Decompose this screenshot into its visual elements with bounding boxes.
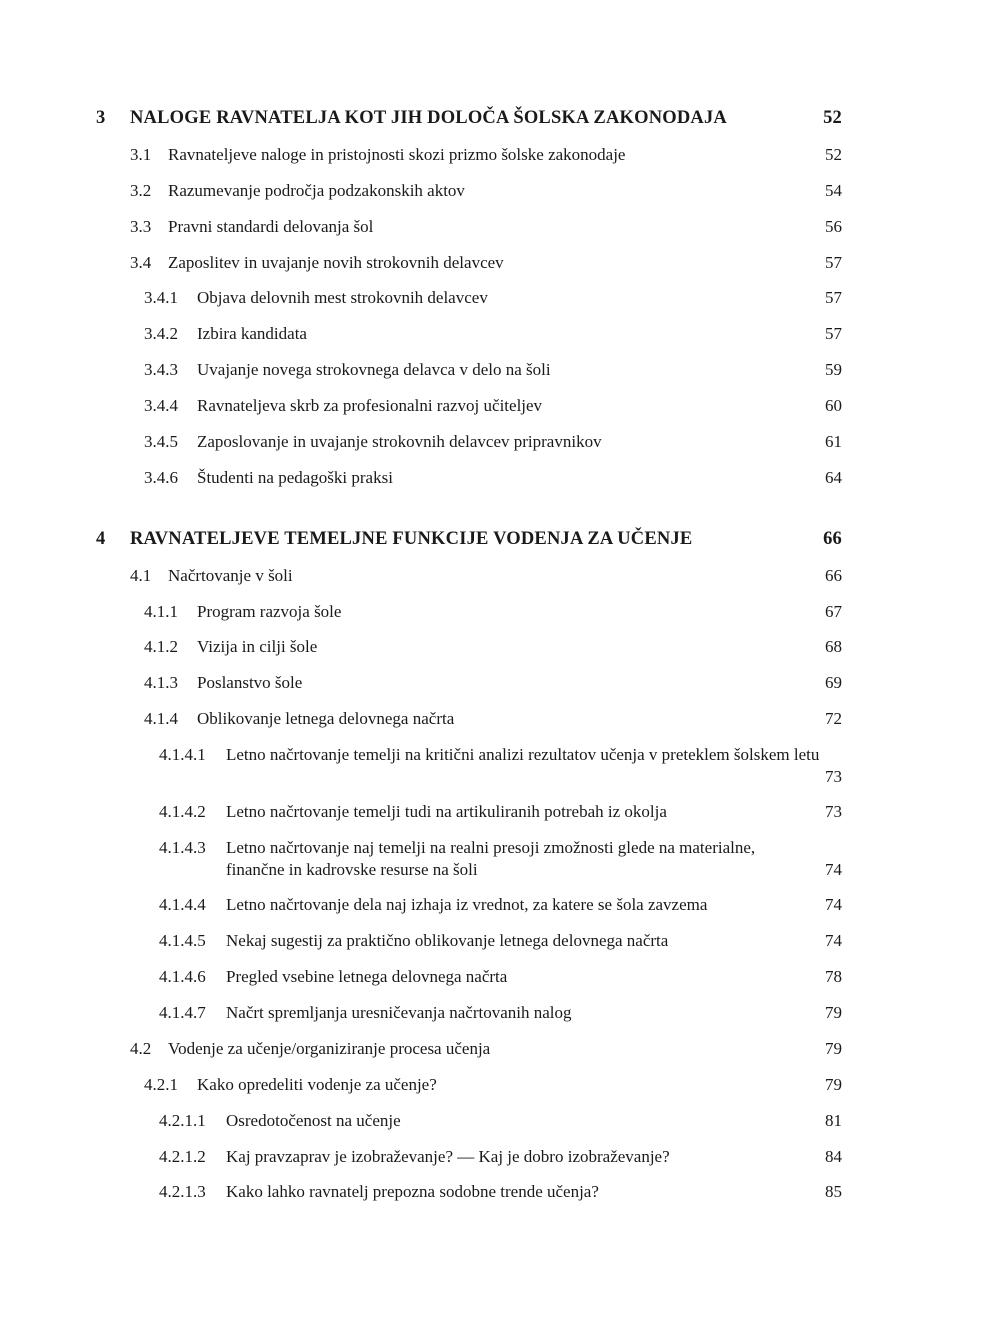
toc-number: 4.2.1.2 [159, 1147, 206, 1166]
toc-number: 3.4.6 [144, 468, 178, 487]
toc-page-number: 73 [825, 767, 842, 786]
toc-number: 3.4 [130, 253, 152, 272]
toc-number: 3.4.5 [144, 432, 178, 451]
toc-title: Pregled vsebine letnega delovnega načrta [226, 967, 508, 986]
toc-number: 3.1 [130, 145, 152, 164]
toc-page-number: 54 [825, 181, 842, 200]
toc-number: 4.1.4.6 [159, 967, 206, 986]
toc-page-number: 64 [825, 468, 842, 487]
toc-title: Načrt spremljanja uresničevanja načrtovanih nalog [226, 1003, 572, 1022]
toc-number: 3.3 [130, 217, 152, 236]
toc-number: 4.1.4.2 [159, 802, 206, 821]
toc-title: Zaposlovanje in uvajanje strokovnih delavcev pripravnikov [197, 432, 602, 451]
toc-page-number: 56 [825, 217, 842, 236]
toc-title: Nekaj sugestij za praktično oblikovanje letnega delovnega načrta [226, 931, 669, 950]
toc-title: Oblikovanje letnega delovnega načrta [197, 709, 455, 728]
toc-number: 3.2 [130, 181, 152, 200]
toc-title: Ravnateljeva skrb za profesionalni razvoj učiteljev [197, 396, 543, 415]
toc-page-number: 79 [825, 1075, 842, 1094]
toc-title: Študenti na pedagoški praksi [197, 468, 393, 487]
toc-page-number: 81 [825, 1111, 842, 1130]
toc-page-number: 59 [825, 360, 842, 379]
toc-number: 3.4.2 [144, 324, 178, 343]
toc-number: 4.1.2 [144, 637, 178, 656]
toc-page-number: 74 [825, 931, 842, 950]
toc-number: 3.4.1 [144, 288, 178, 307]
toc-title: Ravnateljeve naloge in pristojnosti skozi prizmo šolske zakonodaje [168, 145, 626, 164]
toc-number: 4.1.4.4 [159, 895, 206, 914]
toc-title: Objava delovnih mest strokovnih delavcev [197, 288, 488, 307]
toc-title: Program razvoja šole [197, 602, 342, 621]
toc-page-number: 66 [825, 566, 842, 585]
toc-title: Vizija in cilji šole [197, 637, 318, 656]
toc-number: 4.1.1 [144, 602, 178, 621]
toc-page-number: 84 [825, 1147, 842, 1166]
toc-title: Pravni standardi delovanja šol [168, 217, 374, 236]
toc-title: Načrtovanje v šoli [168, 566, 293, 585]
toc-page-number: 78 [825, 967, 842, 986]
toc-number: 4.1.4 [144, 709, 178, 728]
toc-number: 4.1.4.3 [159, 838, 206, 857]
toc-title: Osredotočenost na učenje [226, 1111, 401, 1130]
toc-page-number: 57 [825, 253, 842, 272]
toc-page-number: 79 [825, 1003, 842, 1022]
toc-page-number: 66 [823, 529, 842, 549]
toc-page-number: 73 [825, 802, 842, 821]
toc-title: Razumevanje področja podzakonskih aktov [168, 181, 465, 200]
toc-entry-subsubsection[interactable] [0, 837, 1000, 881]
toc-title: Letno načrtovanje temelji tudi na artikuliranih potrebah iz okolja [226, 802, 667, 821]
toc-entry-subsubsection[interactable] [0, 744, 1000, 788]
toc-number: 4.2.1 [144, 1075, 178, 1094]
toc-title: Letno načrtovanje dela naj izhaja iz vrednot, za katere se šola zavzema [226, 895, 708, 914]
toc-title: Kako opredeliti vodenje za učenje? [197, 1075, 437, 1094]
toc-title: Vodenje za učenje/organiziranje procesa učenja [168, 1039, 491, 1058]
toc-number: 4.1.4.7 [159, 1003, 206, 1022]
toc-page-number: 67 [825, 602, 842, 621]
toc-page-number: 74 [825, 895, 842, 914]
toc-page-number: 60 [825, 396, 842, 415]
toc-page-number: 57 [825, 288, 842, 307]
toc-number: 3.4.3 [144, 360, 178, 379]
toc-number: 4.2.1.3 [159, 1182, 206, 1201]
toc-page-number: 74 [825, 860, 842, 879]
toc-title: RAVNATELJEVE TEMELJNE FUNKCIJE VODENJA ZA UČENJE [130, 529, 693, 549]
toc-title: Letno načrtovanje naj temelji na realni presoji zmožnosti glede na materialne, finančne in kadrovske resurse na šoli [226, 838, 756, 879]
toc-title: Uvajanje novega strokovnega delavca v delo na šoli [197, 360, 551, 379]
toc-title: Izbira kandidata [197, 324, 307, 343]
toc-number: 4.1.4.5 [159, 931, 206, 950]
toc-number: 3 [96, 108, 106, 128]
toc-title: Poslanstvo šole [197, 673, 303, 692]
toc-number: 3.4.4 [144, 396, 178, 415]
toc-number: 4.1.4.1 [159, 745, 206, 764]
toc-number: 4 [96, 529, 106, 549]
toc-number: 4.1.3 [144, 673, 178, 692]
toc-title: Zaposlitev in uvajanje novih strokovnih delavcev [168, 253, 504, 272]
toc-title: Kako lahko ravnatelj prepozna sodobne trende učenja? [226, 1182, 599, 1201]
toc-page-number: 57 [825, 324, 842, 343]
toc-title: NALOGE RAVNATELJA KOT JIH DOLOČA ŠOLSKA ZAKONODAJA [130, 108, 727, 128]
toc-page-number: 52 [823, 108, 842, 128]
toc-title: Letno načrtovanje temelji na kritični analizi rezultatov učenja v preteklem šolskem letu [226, 745, 820, 764]
toc-page-number: 68 [825, 637, 842, 656]
toc-page-number: 61 [825, 432, 842, 451]
toc-page-number: 52 [825, 145, 842, 164]
toc-number: 4.2 [130, 1039, 152, 1058]
toc-page-number: 79 [825, 1039, 842, 1058]
toc-number: 4.2.1.1 [159, 1111, 206, 1130]
toc-page-number: 69 [825, 673, 842, 692]
toc-page-number: 72 [825, 709, 842, 728]
toc-number: 4.1 [130, 566, 152, 585]
toc-title: Kaj pravzaprav je izobraževanje? — Kaj je dobro izobraževanje? [226, 1147, 670, 1166]
toc-page-number: 85 [825, 1182, 842, 1201]
